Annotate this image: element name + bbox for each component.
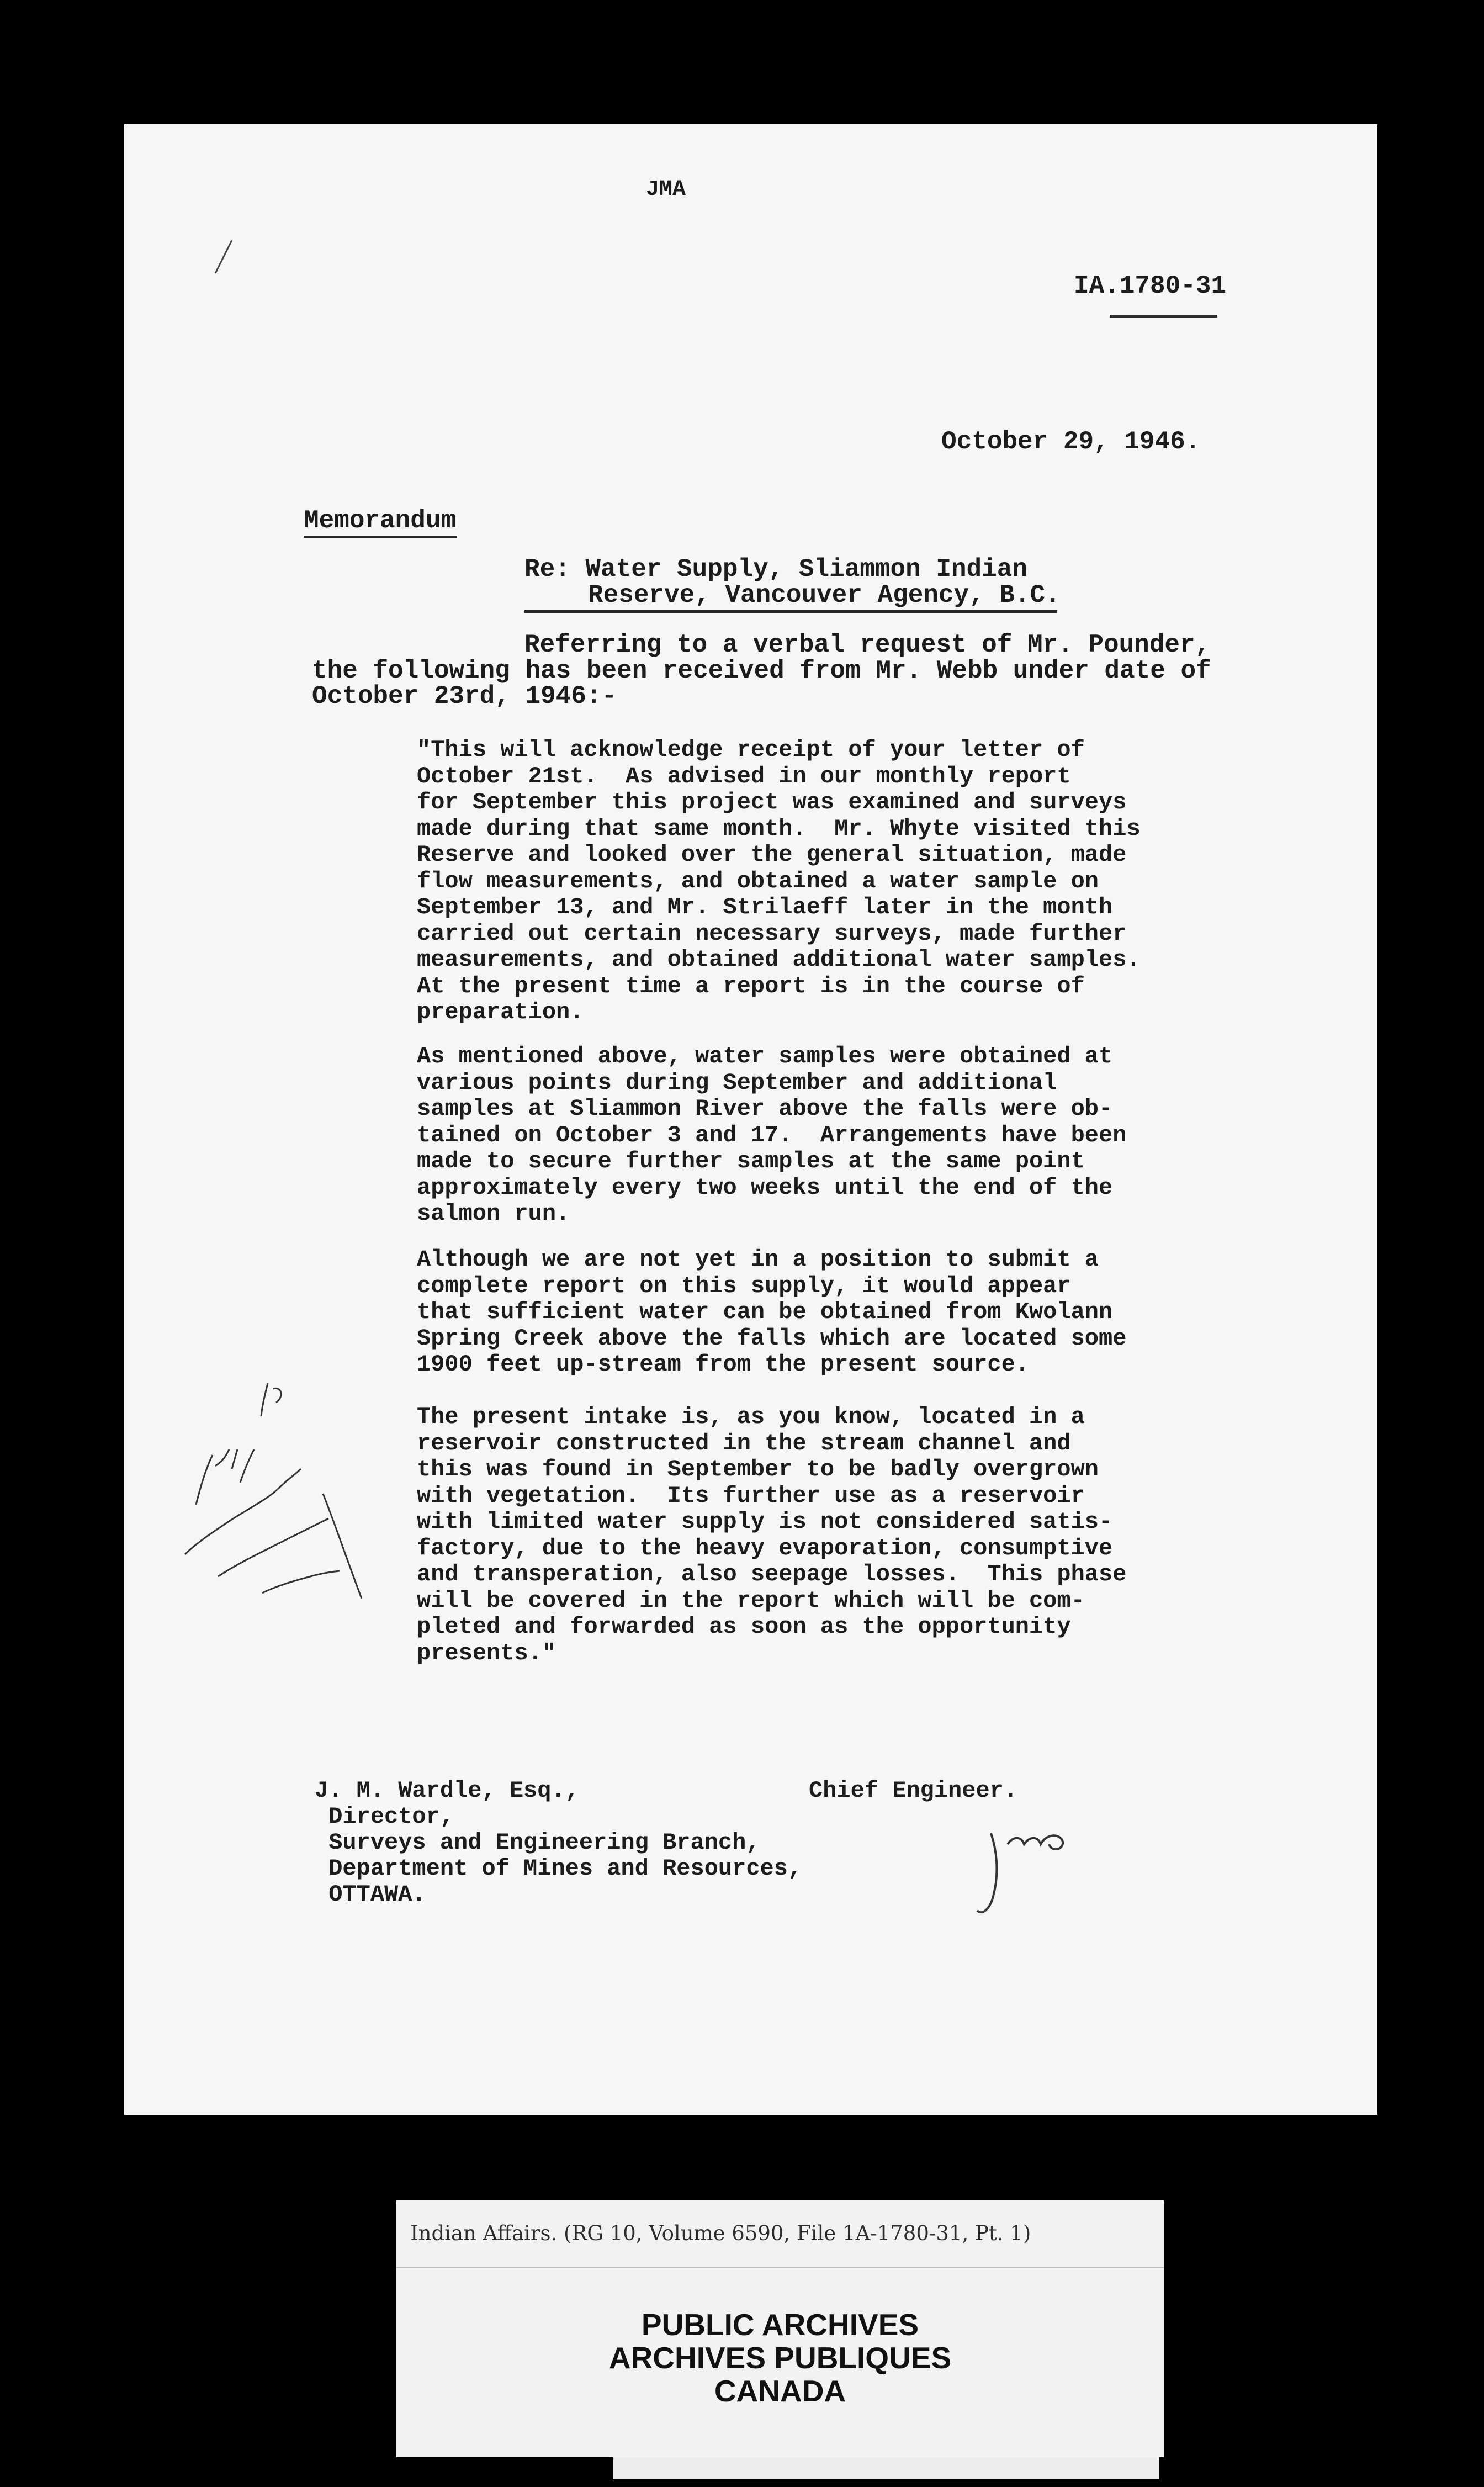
memo-date: October 29, 1946. [941,427,1201,456]
addressee-block [315,1778,802,1908]
archive-name-english: PUBLIC ARCHIVES [641,2308,919,2342]
addressee-line: Surveys and Engineering Branch, [315,1829,760,1856]
memo-heading-underline [304,536,457,538]
addressee-line: Department of Mines and Resources, [315,1855,802,1882]
pencil-mark [207,235,240,279]
addressee-line: J. M. Wardle, Esq., [315,1777,579,1804]
file-number-underline [1110,315,1217,318]
addressee-line: Director, [315,1803,454,1830]
memo-heading: Memorandum [304,506,457,535]
handwritten-margin-note [163,1372,384,1632]
subject-line-2: Reserve, Vancouver Agency, B.C. [588,581,1061,610]
subject-underline [524,610,1057,613]
memo-page [124,124,1377,2115]
handwritten-initials [969,1811,1074,1927]
quote-paragraph-1: "This will acknowledge receipt of your letter of October 21st. As advised in our monthly report for September this project was examined and surveys made during that same month. Mr. Whyte visited this Reserve and looked over the general situation, made flow measurements, and obtained a water sample on September 13, and Mr. Strilaeff later in the month carried out certain necessary surveys, made further measurements, and obtained additional water samples. At the present time a report is in the course of preparation. [417,737,1141,1025]
intro-line-3: October 23rd, 1946:- [312,682,617,711]
file-number: IA.1780-31 [1074,272,1227,300]
quote-paragraph-4: The present intake is, as you know, located in a reservoir constructed in the stream channel and this was found in September to be badly overgrown with vegetation. Its further use as a reservoir with limited water supply is not considered satis- factory, due to the heavy evaporation, consumptive and transperation, also seepage losses. This phase will be covered in the report which will be com- pleted and forwarded as soon as the opportunity presents." [417,1404,1127,1666]
archive-label [396,2200,1164,2457]
citation-divider [396,2267,1164,2268]
subject-line-1: Re: Water Supply, Sliammon Indian [524,555,1027,584]
typist-initials: JMA [646,177,686,202]
archive-name-french: ARCHIVES PUBLIQUES [608,2341,952,2375]
quote-paragraph-3: Although we are not yet in a position to submit a complete report on this supply, it would appear that sufficient water can be obtained from Kwolann Spring Creek above the falls which are located some 1900 feet up-stream from the present source. [417,1246,1127,1378]
archive-citation: Indian Affairs. (RG 10, Volume 6590, File 1A-1780-31, Pt. 1) [410,2221,1031,2245]
archive-country: CANADA [714,2374,846,2408]
addressee-line: OTTAWA. [315,1881,426,1908]
quote-paragraph-2: As mentioned above, water samples were obtained at various points during September and additional samples at Sliammon River above the falls were ob- tained on October 3 and 17. Arrangements have been made to secure further samples at the same point approximately every two weeks until the end of the salmon run. [417,1043,1127,1227]
intro-line-2: the following has been received from Mr. Webb under date of [312,657,1211,685]
intro-line-1: Referring to a verbal request of Mr. Pounder, [524,631,1211,659]
signature-title: Chief Engineer. [809,1777,1018,1804]
